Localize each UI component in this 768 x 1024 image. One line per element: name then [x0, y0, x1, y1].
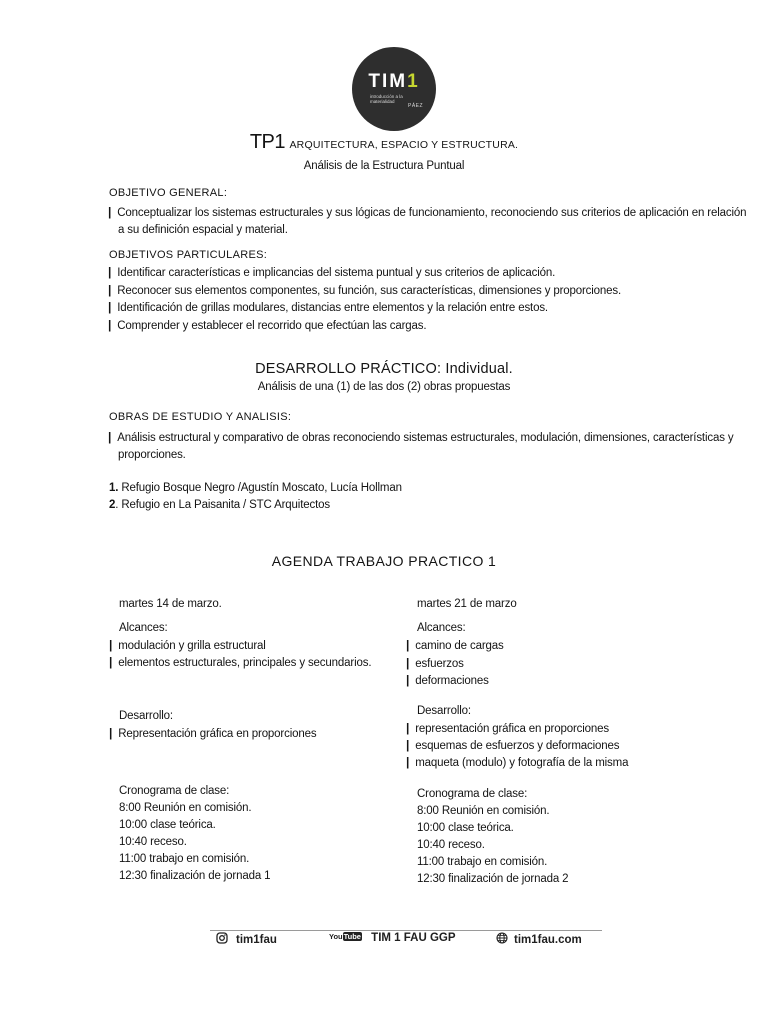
list-item: | Identificar características e implicancias del sistema puntual y sus criterios de aplicación.	[108, 265, 556, 279]
list-item: 10:40 receso.	[417, 839, 485, 851]
list-item: | maqueta (modulo) y fotografía de la misma	[406, 755, 629, 769]
obras-text: | Análisis estructural y comparativo de obras reconociendo sistemas estructurales, modulación, dimensiones, características y proporciones.	[108, 430, 734, 461]
list-item: | camino de cargas	[406, 638, 504, 652]
desarrollo-practico-title: DESARROLLO PRÁCTICO: Individual.	[255, 361, 513, 377]
col1-alcances-list	[109, 638, 371, 672]
objetivo-general-text: | Conceptualizar los sistemas estructurales y sus lógicas de funcionamiento, reconociendo sus criterios de aplicación en relación a su definición espacial y material.	[108, 205, 747, 236]
list-item: 11:00 trabajo en comisión.	[417, 856, 548, 868]
page-subtitle: Análisis de la Estructura Puntual	[303, 160, 465, 172]
list-item: 10:00 clase teórica.	[119, 819, 216, 831]
logo-tagline: introducción a la materialidad	[370, 94, 403, 104]
list-item: | Reconocer sus elementos componentes, su función, sus características, dimensiones y proporciones.	[108, 282, 622, 297]
footer-youtube[interactable]: YouTube TIM 1 FAU GGP	[329, 932, 456, 944]
objetivos-particulares-list	[108, 265, 621, 335]
list-item: | elementos estructurales, principales y secundarios.	[109, 655, 372, 669]
globe-icon	[496, 932, 508, 944]
col1-date: martes 14 de marzo.	[119, 598, 222, 610]
list-item: | representación gráfica en proporciones	[406, 721, 609, 735]
col1-desarrollo-label: Desarrollo:	[119, 710, 173, 722]
agenda-title: AGENDA TRABAJO PRACTICO 1	[271, 553, 497, 569]
col2-cronograma: Cronograma de clase: 8:00 Reunión en comisión. 10:00 clase teórica. 10:40 receso. 11:00 trabajo en comisión. 12:30 finalización de jornada 2	[417, 787, 568, 889]
list-item: | modulación y grilla estructural	[109, 638, 266, 652]
list-item: 12:30 finalización de jornada 2	[417, 873, 569, 885]
list-item: 11:00 trabajo en comisión.	[119, 853, 250, 865]
list-item: | deformaciones	[406, 673, 489, 687]
list-item: | esfuerzos	[406, 655, 464, 670]
obras-list	[109, 481, 402, 515]
col1-desarrollo-list	[109, 726, 316, 741]
footer-web[interactable]: tim1fau.com	[496, 932, 582, 946]
desarrollo-practico-subtitle: Análisis de una (1) de las dos (2) obras propuestas	[257, 381, 511, 393]
page-title: TP1 ARQUITECTURA, ESPACIO Y ESTRUCTURA.	[249, 131, 519, 153]
footer-divider	[210, 930, 602, 931]
obras-heading: OBRAS DE ESTUDIO Y ANALISIS:	[109, 411, 292, 423]
list-item: 12:30 finalización de jornada 1	[119, 870, 271, 882]
logo-author: PÁEZ	[408, 103, 424, 109]
col2-alcances-label: Alcances:	[417, 622, 466, 634]
col1-cronograma: Cronograma de clase: 8:00 Reunión en comisión. 10:00 clase teórica. 10:40 receso. 11:00 trabajo en comisión. 12:30 finalización de jornada 1	[119, 784, 270, 886]
col2-alcances-list	[406, 638, 504, 691]
list-item: 10:40 receso.	[119, 836, 187, 848]
list-item: | Comprender y establecer el recorrido que efectúan las cargas.	[108, 317, 427, 332]
col2-desarrollo-label: Desarrollo:	[417, 705, 471, 717]
footer-instagram[interactable]: tim1fau	[216, 932, 277, 946]
logo-wordmark: TIM1	[368, 71, 420, 92]
list-item: 8:00 Reunión en comisión.	[417, 805, 550, 817]
objetivos-particulares-heading: OBJETIVOS PARTICULARES:	[109, 249, 268, 261]
instagram-icon	[216, 932, 228, 944]
col1-alcances-label: Alcances:	[119, 622, 168, 634]
col2-date: martes 21 de marzo	[417, 598, 517, 610]
list-item: | Representación gráfica en proporciones	[109, 726, 317, 740]
col2-desarrollo-list	[406, 721, 628, 772]
tim1-logo	[352, 47, 436, 131]
list-item: | Identificación de grillas modulares, distancias entre elementos y la relación entre estos.	[108, 300, 548, 314]
list-item: 10:00 clase teórica.	[417, 822, 514, 834]
list-item: 1. Refugio Bosque Negro /Agustín Moscato, Lucía Hollman	[109, 482, 402, 494]
objetivo-general-heading: OBJETIVO GENERAL:	[109, 187, 228, 199]
youtube-icon: YouTube	[329, 932, 361, 941]
list-item: 8:00 Reunión en comisión.	[119, 802, 252, 814]
list-item: | esquemas de esfuerzos y deformaciones	[406, 738, 620, 752]
list-item: 2. Refugio en La Paisanita / STC Arquitectos	[109, 499, 330, 511]
